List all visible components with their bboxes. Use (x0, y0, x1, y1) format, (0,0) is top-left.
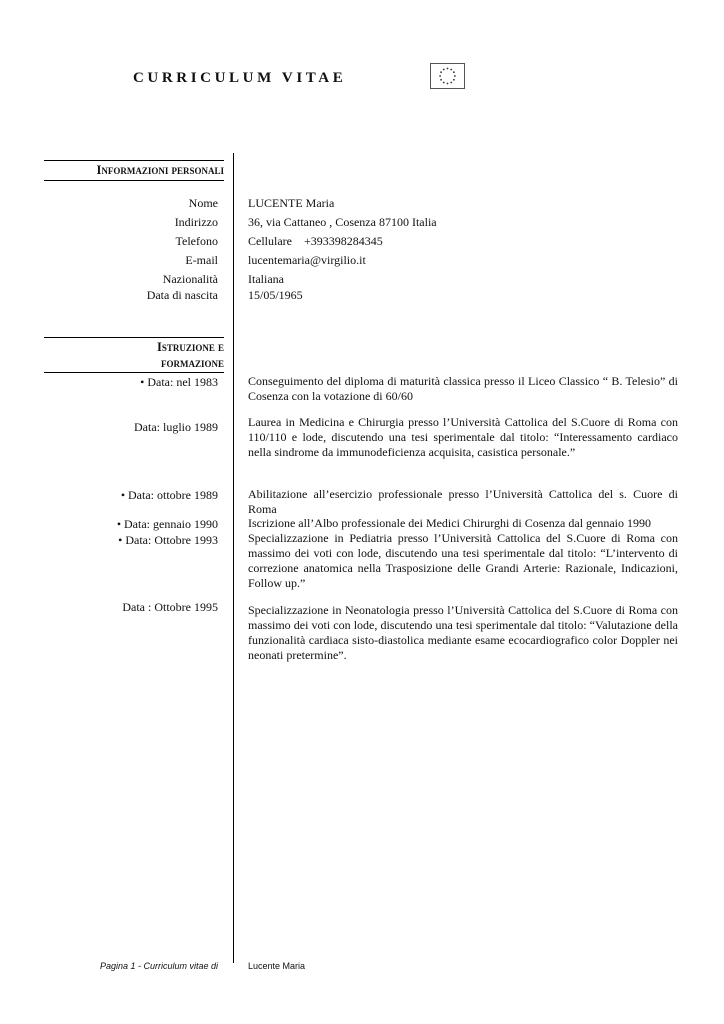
column-divider (233, 153, 234, 963)
field-label-name: Nome (188, 196, 218, 210)
field-label-phone: Telefono (175, 234, 218, 248)
section-rule-bottom (44, 372, 224, 373)
entry-date: • Data: Ottobre 1993 (118, 533, 218, 547)
entry-text: Specializzazione in Pediatria presso l’Università Cattolica del S.Cuore di Roma con massimo dei voti con lode, discutendo una tesi sperimentale dal titolo: “L’intervento di correzione anatomica nella Trasposizione delle Grandi Arterie: Razionale, Indicazioni, Follow up.” (248, 531, 678, 590)
entry-text: Specializzazione in Neonatologia presso l’Università Cattolica del S.Cuore di Roma con massimo dei voti con lode, discutendo una tesi sperimentale dal titolo: “Valutazione della funzionalità cardiaca sisto-diastolica mediante esame ecocardiografico color Doppler nei neonati pretermine”. (248, 603, 678, 662)
document-title: CURRICULUM VITAE (133, 70, 347, 86)
entry-date: • Data: ottobre 1989 (120, 488, 218, 502)
footer-name: Lucente Maria (248, 961, 306, 971)
entry-text: Laurea in Medicina e Chirurgia presso l’Università Cattolica del S.Cuore di Roma con 110/110 e lode, discutendo una tesi sperimentale dal titolo: “Interessamento cardiaco nella sindrome da immunodeficienza acquisita, casistica personale.” (248, 415, 678, 459)
education-section-title-line1: Istruzione e (156, 340, 224, 354)
eu-flag-icon (430, 63, 465, 89)
entry-text: Conseguimento del diploma di maturità classica presso il Liceo Classico “ B. Telesio” di Cosenza con la votazione di 60/60 (248, 374, 678, 403)
entry-date: • Data: nel 1983 (140, 375, 218, 389)
entry-date: Data : Ottobre 1995 (122, 600, 218, 614)
field-label-email: E-mail (185, 253, 218, 267)
footer-page-label: Pagina 1 - Curriculum vitae di (99, 961, 218, 971)
field-label-address: Indirizzo (174, 215, 218, 229)
entry-date: Data: luglio 1989 (134, 420, 218, 434)
section-rule-top (44, 160, 224, 161)
field-value-birthdate: 15/05/1965 (248, 288, 303, 302)
section-rule-bottom (44, 180, 224, 181)
section-rule-top (44, 337, 224, 338)
education-section-title-line2: formazione (161, 356, 224, 370)
entry-text: Iscrizione all’Albo professionale dei Medici Chirurghi di Cosenza dal gennaio 1990 (248, 516, 652, 530)
entry-text: Abilitazione all’esercizio professionale presso l’Università Cattolica del s. Cuore di Roma (248, 487, 678, 516)
field-value-phone: Cellulare +393398284345 (248, 234, 383, 248)
personal-section-title: Informazioni personali (96, 163, 224, 177)
field-label-birthdate: Data di nascita (146, 288, 218, 302)
field-value-address: 36, via Cattaneo , Cosenza 87100 Italia (248, 215, 437, 229)
field-label-nationality: Nazionalità (162, 272, 218, 286)
field-value-nationality: Italiana (248, 272, 284, 286)
entry-date: • Data: gennaio 1990 (116, 517, 218, 531)
field-value-email: lucentemaria@virgilio.it (248, 253, 366, 267)
field-value-name: LUCENTE Maria (248, 196, 335, 210)
